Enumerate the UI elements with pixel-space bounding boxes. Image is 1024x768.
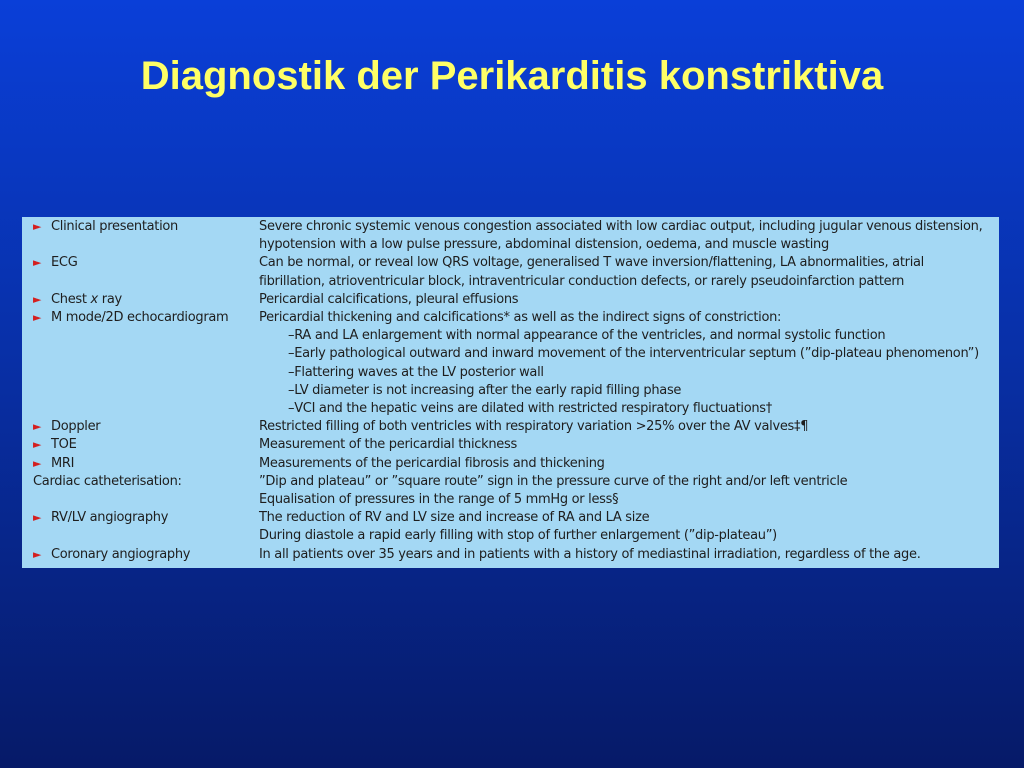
table-row-cardiac-catheterisation xyxy=(33,473,995,509)
table-row-mri xyxy=(33,455,995,473)
bullet-arrow-icon: ► xyxy=(33,511,42,525)
table-row-coronary-angiography xyxy=(33,546,995,564)
description-line: Restricted filling of both ventricles with respiratory variation >25% over the AV valves‡¶ xyxy=(259,419,809,435)
row-label: ► ECG xyxy=(33,254,259,290)
description-line: Severe chronic systemic venous congestion associated with low cardiac output, including jugular venous distension, xyxy=(259,219,983,234)
bullet-arrow-icon: ► xyxy=(33,311,42,325)
row-label: Cardiac catheterisation: xyxy=(33,473,182,489)
description-line: During diastole a rapid early filling with stop of further enlargement (”dip-plateau”) xyxy=(259,528,777,544)
row-description xyxy=(259,418,995,436)
table-row-chest-x-ray xyxy=(33,291,995,309)
description-line: Measurement of the pericardial thickness xyxy=(259,437,517,453)
row-label: ► Chest x ray xyxy=(33,291,259,309)
description-subline: –VCI and the hepatic veins are dilated with restricted respiratory fluctuations† xyxy=(288,401,772,417)
table-row-ecg xyxy=(33,254,995,290)
row-label: ► M mode/2D echocardiogram xyxy=(33,309,259,418)
bullet-arrow-icon: ► xyxy=(33,547,42,561)
row-description xyxy=(259,546,995,564)
table-row-clinical-presentation xyxy=(33,218,995,254)
bullet-arrow-icon: ► xyxy=(33,256,42,270)
bullet-arrow-icon: ► xyxy=(33,456,42,470)
slide-title: Diagnostik der Perikarditis konstriktiva xyxy=(140,54,884,98)
row-description xyxy=(259,436,995,454)
bullet-arrow-icon: ► xyxy=(33,292,42,306)
row-description xyxy=(259,309,995,418)
row-description xyxy=(259,254,995,290)
row-description xyxy=(259,473,995,509)
table-row-toe xyxy=(33,436,995,454)
description-subline: –Early pathological outward and inward movement of the interventricular septum (”dip-plateau phenomenon”) xyxy=(288,346,979,362)
row-label: ► Clinical presentation xyxy=(33,218,259,254)
description-line: Measurements of the pericardial fibrosis and thickening xyxy=(259,455,605,471)
description-line: The reduction of RV and LV size and increase of RA and LA size xyxy=(259,510,650,526)
row-label: ► MRI xyxy=(33,455,259,473)
description-subline: –LV diameter is not increasing after the early rapid filling phase xyxy=(288,382,682,398)
row-description xyxy=(259,455,995,473)
description-line: Equalisation of pressures in the range of 5 mmHg or less§ xyxy=(259,492,619,508)
description-line: In all patients over 35 years and in patients with a history of mediastinal irradiation, regardless of the age. xyxy=(259,546,921,562)
row-description xyxy=(259,291,995,309)
diagnostics-table xyxy=(22,217,999,568)
bullet-arrow-icon: ► xyxy=(33,220,42,233)
row-description xyxy=(259,218,995,254)
table-row-rv-lv-angiography xyxy=(33,509,995,545)
description-line: Pericardial calcifications, pleural effusions xyxy=(259,291,519,307)
bullet-arrow-icon: ► xyxy=(33,438,42,452)
row-description xyxy=(259,509,995,545)
row-label: ► Doppler xyxy=(33,418,259,436)
bullet-arrow-icon: ► xyxy=(33,420,42,434)
description-subline: –RA and LA enlargement with normal appearance of the ventricles, and normal systolic function xyxy=(288,328,886,344)
table-row-doppler xyxy=(33,418,995,436)
row-label: ► RV/LV angiography xyxy=(33,509,259,545)
table-row-echocardiogram xyxy=(33,309,995,418)
row-label: ► TOE xyxy=(33,436,259,454)
description-line: fibrillation, atrioventricular block, intraventricular conduction defects, or rarely pseudoinfarction pattern xyxy=(259,273,905,289)
description-line: Can be normal, or reveal low QRS voltage, generalised T wave inversion/flattening, LA abnormalities, atrial xyxy=(259,255,924,271)
description-subline: –Flattering waves at the LV posterior wall xyxy=(288,364,544,380)
description-line: ”Dip and plateau” or ”square route” sign in the pressure curve of the right and/or left ventricle xyxy=(259,473,848,489)
description-line: hypotension with a low pulse pressure, abdominal distension, oedema, and muscle wasting xyxy=(259,237,829,253)
description-line: Pericardial thickening and calcifications* as well as the indirect signs of constriction: xyxy=(259,310,782,326)
row-label: ► Coronary angiography xyxy=(33,546,259,564)
